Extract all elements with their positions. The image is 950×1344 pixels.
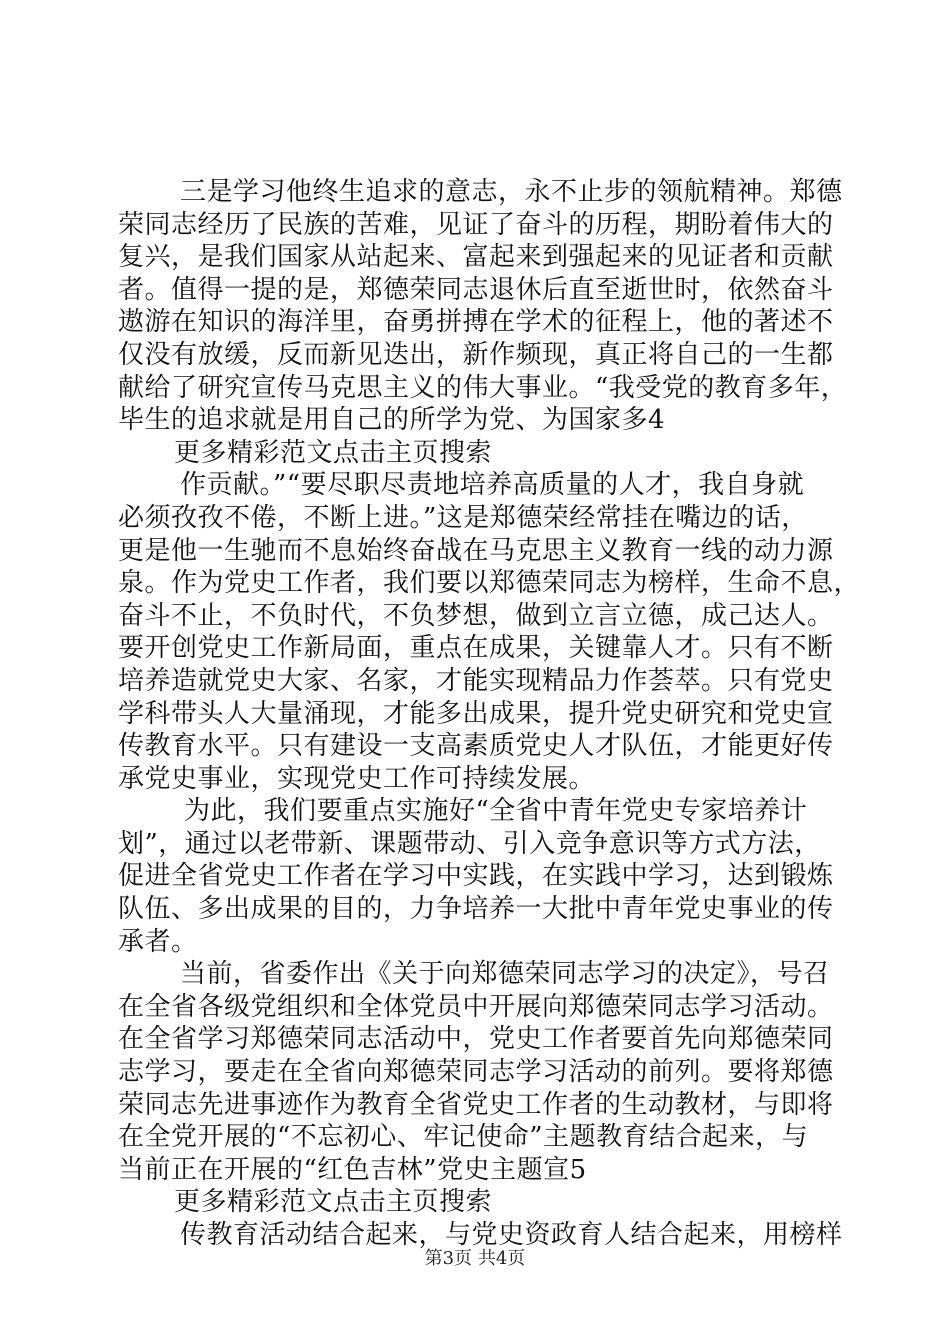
paragraph-line: 者。值得一提的是，郑德荣同志退休后直至逝世时，依然奋斗 (118, 274, 834, 305)
paragraph-line: 当前，省委作出《关于向郑德荣同志学习的决定》，号召 (180, 959, 830, 990)
paragraph-line: 三是学习他终生追求的意志，永不止步的领航精神。郑德 (180, 177, 843, 207)
promo-line: 更多精彩范文点击主页搜索 (174, 1187, 493, 1218)
paragraph-line: 为此，我们要重点实施好“全省中青年党史专家培养计 (184, 796, 808, 827)
paragraph-line: 在全党开展的“不忘初心、牢记使命”主题教育结合起来，与 (118, 1122, 809, 1153)
paragraph-line: 当前正在开展的“红色吉林”党史主题宣5 (118, 1154, 587, 1185)
paragraph-line: 荣同志先进事迹作为教育全省党史工作者的生动教材，与即将 (118, 1089, 834, 1120)
paragraph-line: 要开创党史工作新局面，重点在成果，关键靠人才。只有不断 (118, 633, 834, 664)
paragraph-line: 泉。作为党史工作者，我们要以郑德荣同志为榜样，生命不息， (118, 568, 861, 599)
paragraph-line: 复兴，是我们国家从站起来、富起来到强起来的见证者和贡献 (118, 242, 834, 273)
page-number: 第3页 共4页 (424, 1248, 526, 1269)
paragraph-line: 培养造就党史大家、名家，才能实现精品力作荟萃。只有党史 (118, 665, 834, 696)
paragraph-line: 仅没有放缓，反而新见迭出，新作频现，真正将自己的一生都 (118, 339, 834, 370)
promo-line: 更多精彩范文点击主页搜索 (174, 437, 493, 468)
paragraph-line: 必须孜孜不倦，不断上进。”这是郑德荣经常挂在嘴边的话， (118, 502, 808, 533)
paragraph-line: 促进全省党史工作者在学习中实践，在实践中学习，达到锻炼 (118, 861, 834, 892)
paragraph-line: 传教育水平。只有建设一支高素质党史人才队伍，才能更好传 (118, 731, 834, 762)
paragraph-line: 荣同志经历了民族的苦难，见证了奋斗的历程，期盼着伟大的 (118, 209, 834, 240)
paragraph-line: 毕生的追求就是用自己的所学为党、为国家多4 (118, 405, 666, 436)
paragraph-line: 更是他一生驰而不息始终奋战在马克思主义教育一线的动力源 (118, 535, 834, 566)
paragraph-line: 队伍、多出成果的目的，力争培养一大批中青年党史事业的传 (118, 894, 834, 925)
paragraph-line: 作贡献。”“要尽职尽责地培养高质量的人才，我自身就 (180, 470, 805, 501)
paragraph-line: 在全省各级党组织和全体党员中开展向郑德荣同志学习活动。 (118, 991, 834, 1022)
document-body (118, 176, 861, 1252)
paragraph-line: 划”，通过以老带新、课题带动、引入竞争意识等方式方法， (118, 828, 821, 859)
paragraph-line: 在全省学习郑德荣同志活动中，党史工作者要首先向郑德荣同 (118, 1024, 834, 1055)
paragraph-line: 承党史事业，实现党史工作可持续发展。 (118, 763, 596, 794)
paragraph-line: 学科带头人大量涌现，才能多出成果，提升党史研究和党史宣 (118, 698, 834, 729)
paragraph-line: 志学习，要走在全省向郑德荣同志学习活动的前列。要将郑德 (118, 1057, 834, 1088)
paragraph-line: 承者。 (118, 926, 198, 957)
paragraph-line: 奋斗不止，不负时代，不负梦想，做到立言立德，成己达人。 (118, 600, 834, 631)
paragraph-line: 遨游在知识的海洋里，奋勇拼搏在学术的征程上，他的著述不 (118, 307, 834, 338)
paragraph-line: 传教育活动结合起来，与党史资政育人结合起来，用榜样 (180, 1220, 843, 1250)
paragraph-line: 献给了研究宣传马克思主义的伟大事业。“我受党的教育多年， (118, 372, 848, 403)
